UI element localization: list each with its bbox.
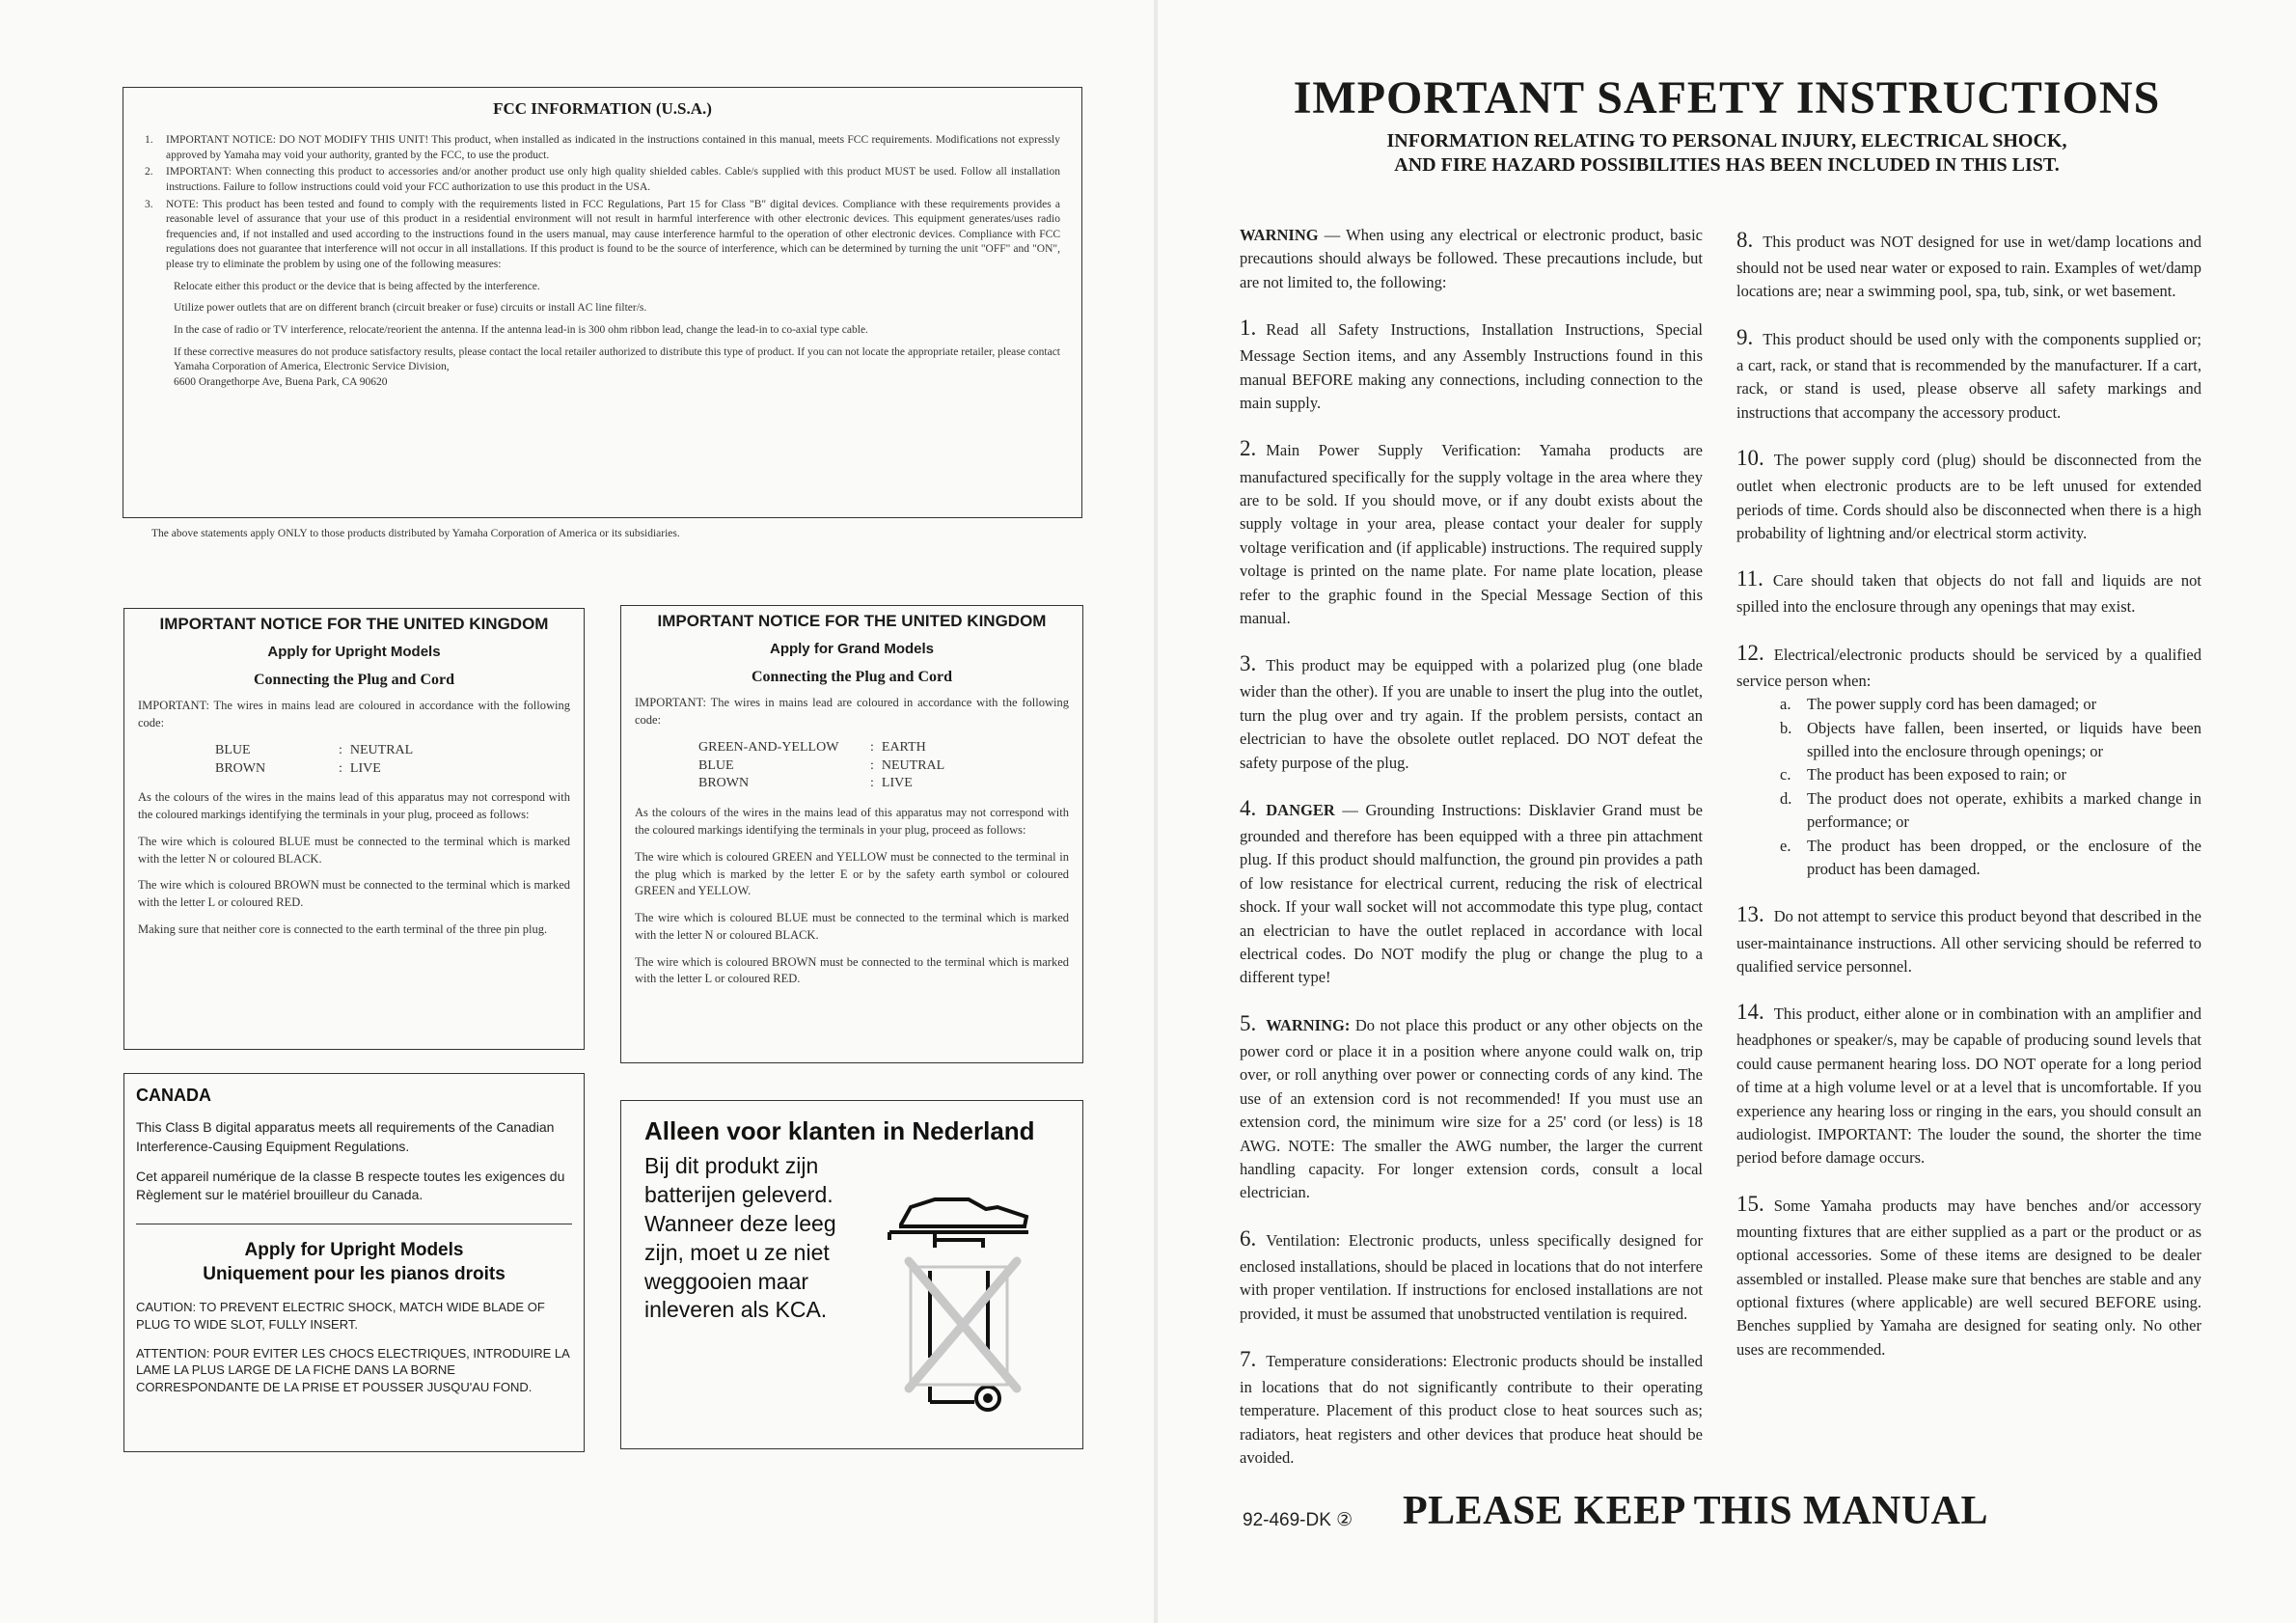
fcc-item-text: NOTE: This product has been tested and found to comply with the requirements listed in FCC Regulations, Part 15 for Class "B" digital devices. Compliance with these requirements provides a reasonable level of assurance that your use of this product in a residential environment will not result in harmful interference with other electronic devices. This equipment generates/uses radio frequencies and, if not installed and used according to the instructions found in the users manual, may cause interference harmful to the operation of other electronic devices. Compliance with FCC regulations does not guarantee that interference will not occur in all installations. If this product is found to be the source of interference, which can be determined by turning the unit "OFF" and "ON", please try to eliminate the problem by using one of the following measures: — [166, 198, 1060, 271]
sublist-text: The power supply cord has been damaged; or — [1807, 695, 2097, 714]
rule-text: Temperature considerations: Electronic products should be installed in locations that do not significantly contribute to their operating temperature. Placement of this product close to heat sources such as; radiators, heat registers and other devices that produce heat should be avoided. — [1240, 1352, 1703, 1468]
fcc-item — [145, 133, 1060, 163]
fcc-item-number: 1. — [145, 134, 153, 147]
safety-rule — [1240, 1007, 1703, 1205]
rule-number: 4. — [1240, 796, 1257, 820]
uk-upright-heading: Connecting the Plug and Cord — [253, 672, 455, 689]
wire-separator: : — [870, 757, 874, 773]
document-code: 92-469-DK ② — [1243, 1510, 1353, 1530]
canada-french-text: Cet appareil numérique de la classe B respecte toutes les exigences du Règlement sur le matériel brouilleur du Canada. — [136, 1168, 565, 1202]
wire-separator: : — [870, 776, 874, 791]
safety-rule — [1736, 1188, 2201, 1362]
uk-upright-subtitle: Apply for Upright Models — [267, 644, 441, 661]
uk-upright-intro: IMPORTANT: The wires in mains lead are coloured in accordance with the following code: — [138, 699, 570, 729]
rule-text: Electrical/electronic products should be serviced by a qualified service person when: — [1736, 645, 2201, 690]
rule-label: DANGER — [1266, 801, 1335, 819]
fcc-title: FCC INFORMATION (U.S.A.) — [493, 99, 712, 118]
fcc-measure: In the case of radio or TV interference, relocate/reorient the antenna. If the antenna lead-in is 300 ohm ribbon lead, change the lead-in to co-axial type cable. — [174, 323, 868, 336]
keep-manual-footer: PLEASE KEEP THIS MANUAL — [1403, 1489, 1989, 1533]
sublist-letter: c. — [1780, 765, 1791, 784]
uk-grand-para: The wire which is coloured BROWN must be connected to the terminal which is marked with the letter L or coloured RED. — [635, 954, 1069, 986]
canada-english-text: This Class B digital apparatus meets all requirements of the Canadian Interference-Causing Equipment Regulations. — [136, 1119, 555, 1154]
uk-grand-para: The wire which is coloured GREEN and YELLOW must be connected to the terminal in the plug which is marked by the letter E or by the safety earth symbol or coloured GREEN and YELLOW. — [635, 849, 1069, 898]
rule-text: This product, either alone or in combination with an amplifier and headphones or speaker/s, may be capable of producing sound levels that could cause permanent hearing loss. DO NOT operate for a long period of time at a high volume level or at a level that is uncomfortable. If you experience any hearing loss or ringing in the ears, you should consult an audiologist. IMPORTANT: The louder the sound, the shorter the time period before damage occurs. — [1736, 1004, 2201, 1168]
safety-rule — [1736, 563, 2201, 619]
wire-row — [215, 742, 421, 760]
uk-upright-wire-table — [215, 742, 421, 779]
wire-terminal: NEUTRAL — [881, 757, 945, 773]
rule-number: 2. — [1240, 436, 1257, 461]
wire-color: GREEN-AND-YELLOW — [698, 739, 839, 755]
uk-grand-title: IMPORTANT NOTICE FOR THE UNITED KINGDOM — [657, 612, 1047, 630]
fcc-item-text: IMPORTANT NOTICE: DO NOT MODIFY THIS UNIT! This product, when installed as indicated in the instructions contained in this manual, meets FCC requirements. Modifications not expressly approved by Yamaha may void your authority, granted by the FCC, to use the product. — [166, 134, 1060, 161]
right-page — [1158, 0, 2296, 1623]
safety-column-right — [1736, 224, 2201, 1379]
safety-rule — [1736, 996, 2201, 1169]
warning-text: — When using any electrical or electronic product, basic precautions should always be followed. These precautions include, but are not limited to, the following: — [1240, 226, 1703, 291]
rule-text: This product may be equipped with a polarized plug (one blade wider than the other). If you are unable to insert the plug into the outlet, turn the plug over and try again. If the problem persists, contact an electrician to have the obsolete outlet replaced. DO NOT defeat the safety purpose of the plug. — [1240, 656, 1703, 772]
safety-rule — [1736, 898, 2201, 978]
safety-rule — [1240, 792, 1703, 990]
sublist-item — [1780, 717, 2201, 764]
sublist-text: The product has been exposed to rain; or — [1807, 765, 2066, 784]
rule-text: The power supply cord (plug) should be disconnected from the outlet when electronic products are to be left unused for extended periods of time. Cords should also be disconnected when there is a high probability of lightning and/or electrical storm activity. — [1736, 451, 2201, 542]
wire-separator: : — [339, 742, 342, 757]
safety-rule — [1736, 321, 2201, 425]
safety-subtitle — [1158, 129, 2296, 178]
safety-rule — [1240, 312, 1703, 415]
rule-text: Ventilation: Electronic products, unless specifically designed for enclosed installations, should be placed in locations that do not interfere with proper ventilation. If instructions for enclosed installations are not provided, it must be assumed that unobstructed ventilation is required. — [1240, 1230, 1703, 1323]
safety-rule — [1736, 637, 2201, 882]
rule-text: This product should be used only with the components supplied or; a cart, rack, or stand that is recommended by the manufacturer. If a cart, rack, or stand is used, please observe all safety markings and instructions that accompany the accessory product. — [1736, 329, 2201, 422]
safety-column-left — [1240, 224, 1703, 1488]
warning-label: WARNING — [1240, 226, 1319, 244]
canada-notice-box — [123, 1073, 585, 1452]
safety-rule — [1240, 647, 1703, 775]
wire-row — [215, 760, 421, 779]
wire-row — [698, 757, 952, 776]
rule-number: 7. — [1240, 1347, 1257, 1371]
uk-grand-para: As the colours of the wires in the mains lead of this apparatus may not correspond with the coloured markings identifying the terminals in your plug, proceed as follows: — [635, 806, 1069, 838]
uk-notice-grand-box — [620, 605, 1083, 1063]
warning-intro — [1240, 224, 1703, 294]
wire-color: BLUE — [698, 757, 734, 773]
wire-row — [698, 775, 952, 793]
rule-text: Main Power Supply Verification: Yamaha products are manufactured specifically for the supply voltage in the area where they are to be sold. If you should move, or if any doubt exists about the supply voltage in your area, please contact your dealer for supply voltage verification and (if applicable) instructions. The required supply voltage is printed on the name plate. For name plate location, please refer to the graphic found in the Special Message Section of this manual. — [1240, 441, 1703, 627]
canada-attention-text: ATTENTION: POUR EVITER LES CHOCS ELECTRIQUES, INTRODUIRE LA LAME LA PLUS LARGE DE LA FICHE DANS LA BORNE CORRESPONDANTE DE LA PRISE ET POUSSER JUSQU'AU FOND. — [136, 1345, 570, 1394]
fcc-measure: Relocate either this product or the device that is being affected by the interference. — [174, 280, 540, 292]
rule-number: 13. — [1736, 902, 1764, 927]
uk-upright-para: Making sure that neither core is connected to the earth terminal of the three pin plug. — [138, 922, 548, 936]
rule-number: 15. — [1736, 1191, 1764, 1216]
rule-number: 6. — [1240, 1225, 1257, 1251]
sublist-letter: d. — [1780, 788, 1792, 808]
uk-upright-title: IMPORTANT NOTICE FOR THE UNITED KINGDOM — [159, 615, 549, 633]
wire-terminal: EARTH — [881, 739, 926, 755]
netherlands-text: Bij dit produkt zijn batterijen geleverd. Wanneer deze leeg zijn, moet u ze niet weggooien maar inleveren als KCA. — [644, 1153, 836, 1323]
fcc-address: 6600 Orangethorpe Ave, Buena Park, CA 90620 — [174, 375, 388, 388]
wire-terminal: NEUTRAL — [349, 742, 414, 757]
wire-terminal: LIVE — [881, 776, 913, 791]
wire-color: BROWN — [215, 760, 266, 776]
fcc-measure: If these corrective measures do not produce satisfactory results, please contact the local retailer authorized to distribute this type of product. If you can not locate the appropriate retailer, please contact Yamaha Corporation of America, Electronic Service Division, — [174, 345, 1060, 373]
rule-12-sublist — [1736, 693, 2201, 881]
canada-heading-english: Apply for Upright Models — [244, 1239, 464, 1260]
uk-upright-para: As the colours of the wires in the mains lead of this apparatus may not correspond with the coloured markings identifying the terminals in your plug, proceed as follows: — [138, 790, 570, 822]
sublist-letter: a. — [1780, 695, 1791, 714]
rule-number: 5. — [1240, 1010, 1257, 1035]
uk-grand-wire-table — [698, 739, 952, 794]
uk-upright-para: The wire which is coloured BLUE must be connected to the terminal which is marked with the letter N or coloured BLACK. — [138, 834, 570, 866]
sublist-letter: e. — [1780, 836, 1791, 855]
safety-rule — [1240, 1223, 1703, 1326]
fcc-footer-note: The above statements apply ONLY to those products distributed by Yamaha Corporation of America or its subsidiaries. — [151, 528, 680, 539]
rule-text: Do not place this product or any other objects on the power cord or place it in a position where anyone could walk on, trip over, or roll anything over power or connecting cords of any kind. The use of an extension cord is not recommended! If you must use an extension cord, the minimum wire size for a 25' cord (or less) is 18 AWG. NOTE: The smaller the AWG number, the larger the current handling capacity. For longer extension cords, consult a local electrician. — [1240, 1015, 1703, 1202]
rule-label: WARNING: — [1266, 1015, 1351, 1034]
wire-separator: : — [870, 739, 874, 755]
fcc-item — [145, 165, 1060, 195]
rule-number: 11. — [1736, 566, 1763, 591]
rule-number: 10. — [1736, 446, 1764, 471]
rule-number: 12. — [1736, 640, 1764, 665]
wire-color: BLUE — [215, 742, 251, 757]
uk-grand-heading: Connecting the Plug and Cord — [751, 669, 953, 686]
fcc-item — [145, 198, 1060, 273]
safety-title: IMPORTANT SAFETY INSTRUCTIONS — [1293, 72, 2161, 124]
sublist-item — [1780, 763, 2201, 786]
rule-text: Some Yamaha products may have benches and/or accessory mounting fixtures that are either supplied as a part or the product or as optional accessories. Some of these items are designed to be dealer assembled or installed. Please make sure that benches are stable and any optional fixtures (where applicable) are well secured BEFORE using. Benches supplied by Yamaha are designed for seating only. No other uses are recommended. — [1736, 1196, 2201, 1359]
safety-subtitle-line1: INFORMATION RELATING TO PERSONAL INJURY, ELECTRICAL SHOCK, — [1386, 130, 2067, 151]
rule-number: 9. — [1736, 324, 1754, 349]
netherlands-battery-notice-box — [620, 1100, 1083, 1449]
uk-grand-para: The wire which is coloured BLUE must be connected to the terminal which is marked with the letter N or coloured BLACK. — [635, 911, 1069, 942]
wire-color: BROWN — [698, 776, 750, 791]
uk-notice-upright-box — [123, 608, 585, 1050]
canada-caution-text: CAUTION: TO PREVENT ELECTRIC SHOCK, MATCH WIDE BLADE OF PLUG TO WIDE SLOT, FULLY INSERT. — [136, 1300, 545, 1332]
sublist-text: Objects have fallen, been inserted, or liquids have been spilled into the enclosure through openings; or — [1807, 718, 2201, 761]
wire-row — [698, 739, 952, 757]
crossed-out-bin-icon — [882, 1186, 1036, 1417]
rule-text: Do not attempt to service this product beyond that described in the user-maintainance instructions. All other servicing should be referred to qualified service personnel. — [1736, 907, 2201, 976]
rule-number: 14. — [1736, 1000, 1764, 1025]
fcc-item-text: IMPORTANT: When connecting this product to accessories and/or another product use only high quality shielded cables. Cable/s supplied with this product MUST be used. Follow all installation instructions. Failure to follow instructions could void your FCC authorization to use this product in the USA. — [166, 166, 1060, 193]
sublist-item — [1780, 835, 2201, 882]
uk-grand-intro: IMPORTANT: The wires in mains lead are coloured in accordance with the following code: — [635, 696, 1069, 727]
fcc-measure: Utilize power outlets that are on different branch (circuit breaker or fuse) circuits or install AC line filter/s. — [174, 302, 647, 315]
sublist-letter: b. — [1780, 718, 1792, 737]
sublist-text: The product does not operate, exhibits a marked change in performance; or — [1807, 788, 2201, 832]
wire-terminal: LIVE — [349, 760, 381, 776]
wire-separator: : — [339, 760, 342, 776]
rule-intro — [1736, 637, 2201, 693]
safety-rule — [1240, 432, 1703, 630]
rule-text: This product was NOT designed for use in wet/damp locations and should not be used near water or exposed to rain. Examples of wet/damp locations are; near a swimming pool, spa, tub, sink, or wet basement. — [1736, 233, 2201, 301]
netherlands-title: Alleen voor klanten in Nederland — [644, 1116, 1035, 1145]
sublist-item — [1780, 787, 2201, 835]
safety-subtitle-line2: AND FIRE HAZARD POSSIBILITIES HAS BEEN INCLUDED IN THIS LIST. — [1394, 154, 2060, 176]
safety-rule — [1240, 1343, 1703, 1471]
sublist-item — [1780, 693, 2201, 716]
fcc-item-number: 3. — [145, 198, 153, 210]
fcc-information-box — [123, 87, 1082, 518]
canada-title: CANADA — [136, 1086, 211, 1105]
rule-number: 3. — [1240, 651, 1257, 676]
safety-rule — [1736, 224, 2201, 304]
rule-text: Care should taken that objects do not fall and liquids are not spilled into the enclosure through any openings that may exist. — [1736, 571, 2201, 617]
fcc-item-number: 2. — [145, 166, 153, 179]
rule-number: 1. — [1240, 316, 1257, 341]
sublist-text: The product has been dropped, or the enclosure of the product has been damaged. — [1807, 836, 2201, 879]
rule-text: — Grounding Instructions: Disklavier Grand must be grounded and therefore has been equipped with a three pin attachment plug. If this product should malfunction, the ground pin provides a path of low resistance for electrical current, reducing the risk of electrical shock. If your wall socket will not accommodate this type plug, contact an electrician to have the outlet replaced in accordance with local electrical codes. Do NOT modify the plug or change the plug to a different type! — [1240, 801, 1703, 987]
uk-grand-subtitle: Apply for Grand Models — [769, 641, 934, 658]
rule-number: 8. — [1736, 228, 1754, 252]
uk-upright-para: The wire which is coloured BROWN must be connected to the terminal which is marked with the letter L or coloured RED. — [138, 878, 570, 910]
rule-text: Read all Safety Instructions, Installation Instructions, Special Message Section items, and any Assembly Instructions found in this manual BEFORE making any connections, including connection to the main supply. — [1240, 320, 1703, 413]
canada-heading-french: Uniquement pour les pianos droits — [203, 1264, 506, 1285]
safety-rule — [1736, 442, 2201, 545]
